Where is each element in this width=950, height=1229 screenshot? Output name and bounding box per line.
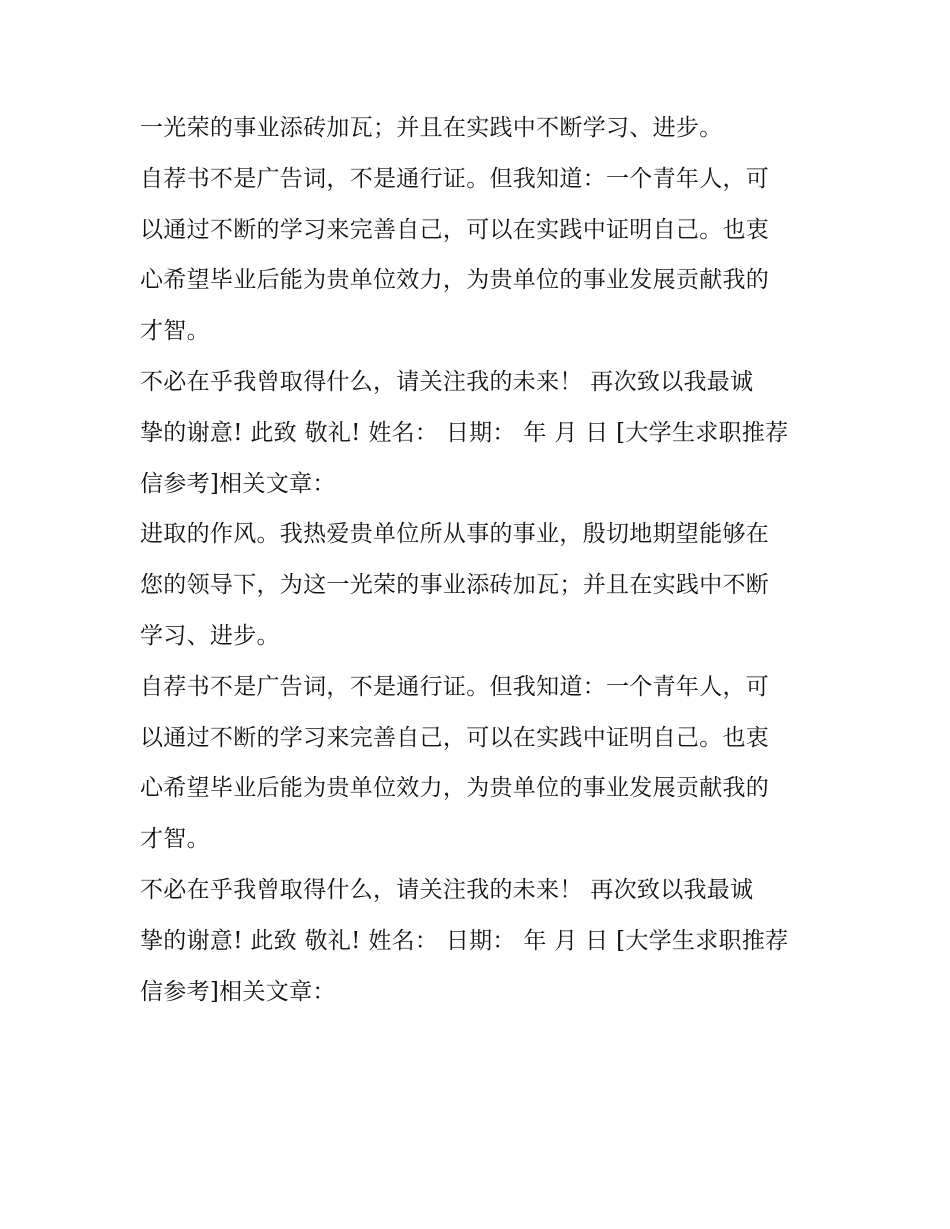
text-line: 一光荣的事业添砖加瓦；并且在实践中不断学习、进步。	[140, 115, 723, 141]
text-line: 以通过不断的学习来完善自己，可以在实践中证明自己。也衷	[140, 216, 770, 243]
text-line: 进取的作风。我热爱贵单位所从事的事业，殷切地期望能够在	[140, 521, 770, 548]
text-line: 信参考]相关文章：	[140, 470, 336, 497]
text-line: 才智。	[140, 318, 210, 345]
text-line: 挚的谢意! 此致 敬礼! 姓名： 日期： 年 月 日 [大学生求职推荐	[140, 927, 789, 954]
text-line: 信参考]相关文章：	[140, 978, 336, 1005]
text-line: 以通过不断的学习来完善自己，可以在实践中证明自己。也衷	[140, 724, 770, 751]
text-line: 您的领导下，为这一光荣的事业添砖加瓦；并且在实践中不断	[140, 572, 770, 599]
text-line: 不必在乎我曾取得什么，请关注我的未来！ 再次致以我最诚	[140, 876, 754, 903]
document-body	[140, 103, 820, 1017]
text-line: 心希望毕业后能为贵单位效力，为贵单位的事业发展贡献我的	[140, 267, 770, 294]
text-line: 学习、进步。	[140, 622, 280, 649]
text-line: 心希望毕业后能为贵单位效力，为贵单位的事业发展贡献我的	[140, 775, 770, 802]
text-line: 不必在乎我曾取得什么，请关注我的未来！ 再次致以我最诚	[140, 368, 754, 395]
text-line: 自荐书不是广告词，不是通行证。但我知道：一个青年人，可	[140, 165, 770, 192]
text-line: 才智。	[140, 826, 210, 853]
text-line: 挚的谢意! 此致 敬礼! 姓名： 日期： 年 月 日 [大学生求职推荐	[140, 419, 789, 446]
text-line: 自荐书不是广告词，不是通行证。但我知道：一个青年人，可	[140, 673, 770, 700]
